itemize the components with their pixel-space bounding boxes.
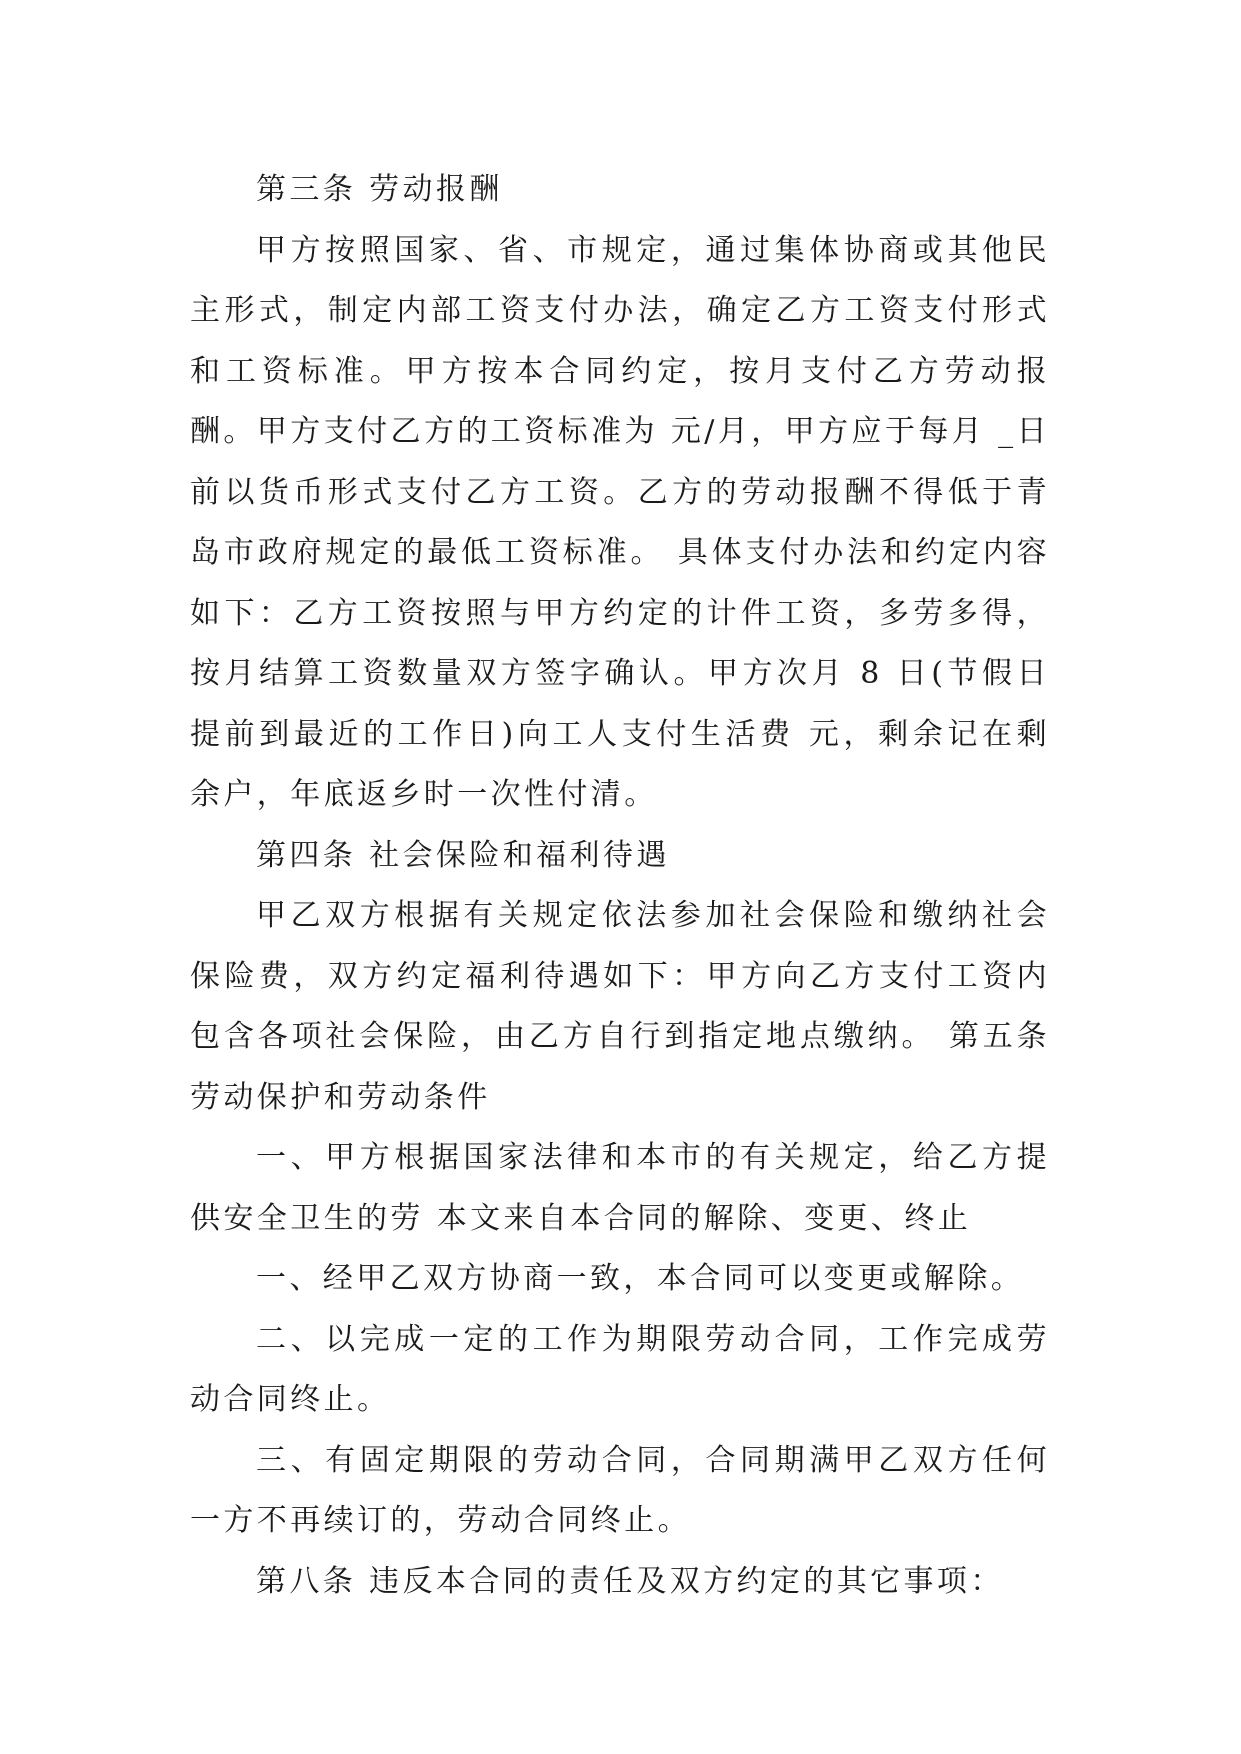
article-5-clause-1: 一、甲方根据国家法律和本市的有关规定，给乙方提供安全卫生的劳 本文来自本合同的解除、变更、终止 (190, 1140, 1050, 1236)
termination-clause-2: 二、以完成一定的工作为期限劳动合同，工作完成劳动合同终止。 (190, 1321, 1050, 1417)
article-4-paragraph: 甲乙双方根据有关规定依法参加社会保险和缴纳社会保险费，双方约定福利待遇如下：甲方向乙方支付工资内包含各项社会保险，由乙方自行到指定地点缴纳。 第五条 劳动保护和劳动条件 (190, 898, 1050, 1115)
article-4-heading: 第四条 社会保险和福利待遇 (256, 837, 670, 873)
termination-clause-1: 一、经甲乙双方协商一致，本合同可以变更或解除。 (256, 1261, 1025, 1296)
article-3-paragraph: 甲方按照国家、省、市规定，通过集体协商或其他民主形式，制定内部工资支付办法，确定乙方工资支付形式和工资标准。甲方按本合同约定，按月支付乙方劳动报酬。甲方支付乙方的工资标准为 元/月，甲方应于每月 _日前以货币形式支付乙方工资。乙方的劳动报酬不得低于青岛市政府规定的最低工资标准。 具体支付办法和约定内容如下：乙方工资按照与甲方约定的计件工资，多劳多得，按月结算工资数量双方签字确认。甲方次月 8 日(节假日提前到最近的工作日)向工人支付生活费 元，剩余记在剩余户，年底返乡时一次性付清。 (190, 232, 1050, 812)
termination-clause-3: 三、有固定期限的劳动合同，合同期满甲乙双方任何一方不再续订的，劳动合同终止。 (190, 1442, 1050, 1538)
document-body (190, 160, 1050, 1612)
article-8-heading: 第八条 违反本合同的责任及双方约定的其它事项： (256, 1563, 1004, 1599)
article-3-heading: 第三条 劳动报酬 (256, 172, 503, 207)
